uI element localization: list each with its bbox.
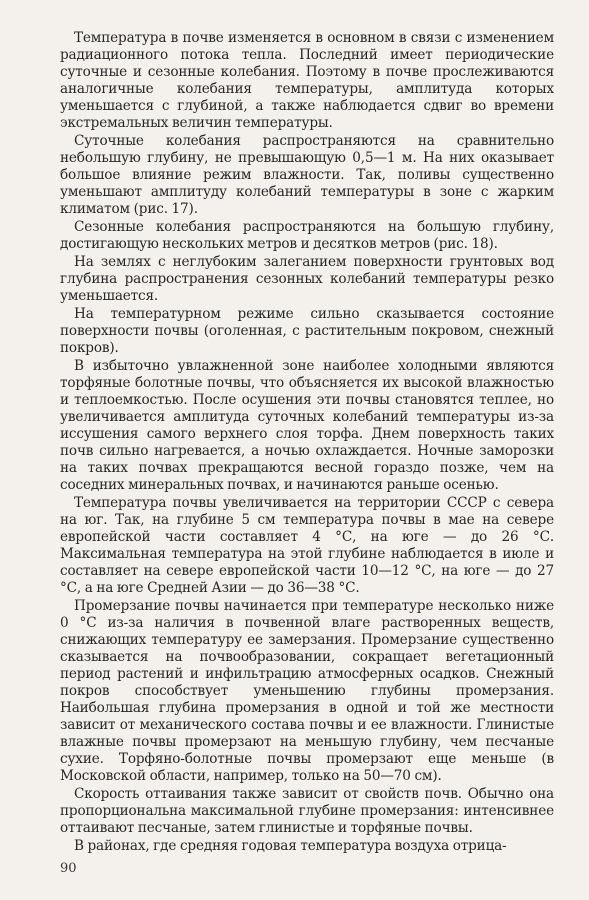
paragraph: В избыточно увлажненной зоне наиболее холодными являются торфяные болотные почвы, что объясняется их высокой влажностью и теплоемкостью. После осушения эти почвы становятся теплее, но увеличивается амплитуда суточных колебаний температуры из-за иссушения самого верхнего слоя торфа. Днем поверхность таких почв сильно нагревается, а ночью охлаждается. Ночные заморозки на таких почвах прекращаются весной гораздо позже, чем на соседних минеральных почвах, и начинаются раньше осенью. xyxy=(60,358,554,493)
paragraph: На землях с неглубоким залеганием поверхности грунтовых вод глубина распространения сезонных колебаний температуры резко уменьшается. xyxy=(60,254,554,304)
page-number: 90 xyxy=(60,861,77,876)
paragraph: Промерзание почвы начинается при температуре несколько ниже 0 °С из-за наличия в почвенной влаге растворенных веществ, снижающих температуру ее замерзания. Промерзание существенно сказывается на почвообразовании, сокращает вегетационный период растений и инфильтрацию атмосферных осадков. Снежный покров способствует уменьшению глубины промерзания. Наибольшая глубина промерзания в одной и той же местности зависит от механического состава почвы и ее влажности. Глинистые влажные почвы промерзают на меньшую глубину, чем песчаные сухие. Торфяно-болотные почвы промерзают еще меньше (в Московской области, например, только на 50—70 см). xyxy=(60,598,554,784)
paragraph: Температура в почве изменяется в основном в связи с изменением радиационного потока тепла. Последний имеет периодические суточные и сезонные колебания. Поэтому в почве прослеживаются аналогичные колебания температуры, амплитуда которых уменьшается с глубиной, а также наблюдается сдвиг во времени экстремальных величин температуры. xyxy=(60,30,554,131)
paragraph: Скорость оттаивания также зависит от свойств почв. Обычно она пропорциональна максимальной глубине промерзания: интенсивнее оттаивают песчаные, затем глинистые и торфяные почвы. xyxy=(60,786,554,836)
paragraph: На температурном режиме сильно сказывается состояние поверхности почвы (оголенная, с растительным покровом, снежный покров). xyxy=(60,306,554,356)
paragraph: В районах, где средняя годовая температура воздуха отрица- xyxy=(74,838,507,854)
page-text xyxy=(60,30,554,854)
paragraph: Сезонные колебания распространяются на большую глубину, достигающую нескольких метров и десятков метров (рис. 18). xyxy=(60,219,554,252)
paragraph: Суточные колебания распространяются на сравнительно небольшую глубину, не превышающую 0,5—1 м. На них оказывает большое влияние режим влажности. Так, поливы существенно уменьшают амплитуду колебаний температуры в зоне с жарким климатом (рис. 17). xyxy=(60,133,554,217)
paragraph: Температура почвы увеличивается на территории СССР с севера на юг. Так, на глубине 5 см температура почвы в мае на севере европейской части составляет 4 °С, на юге — до 26 °С. Максимальная температура на этой глубине наблюдается в июле и составляет на севере европейской части 10—12 °С, на юге — до 27 °С, а на юге Средней Азии — до 36—38 °С. xyxy=(60,495,554,596)
